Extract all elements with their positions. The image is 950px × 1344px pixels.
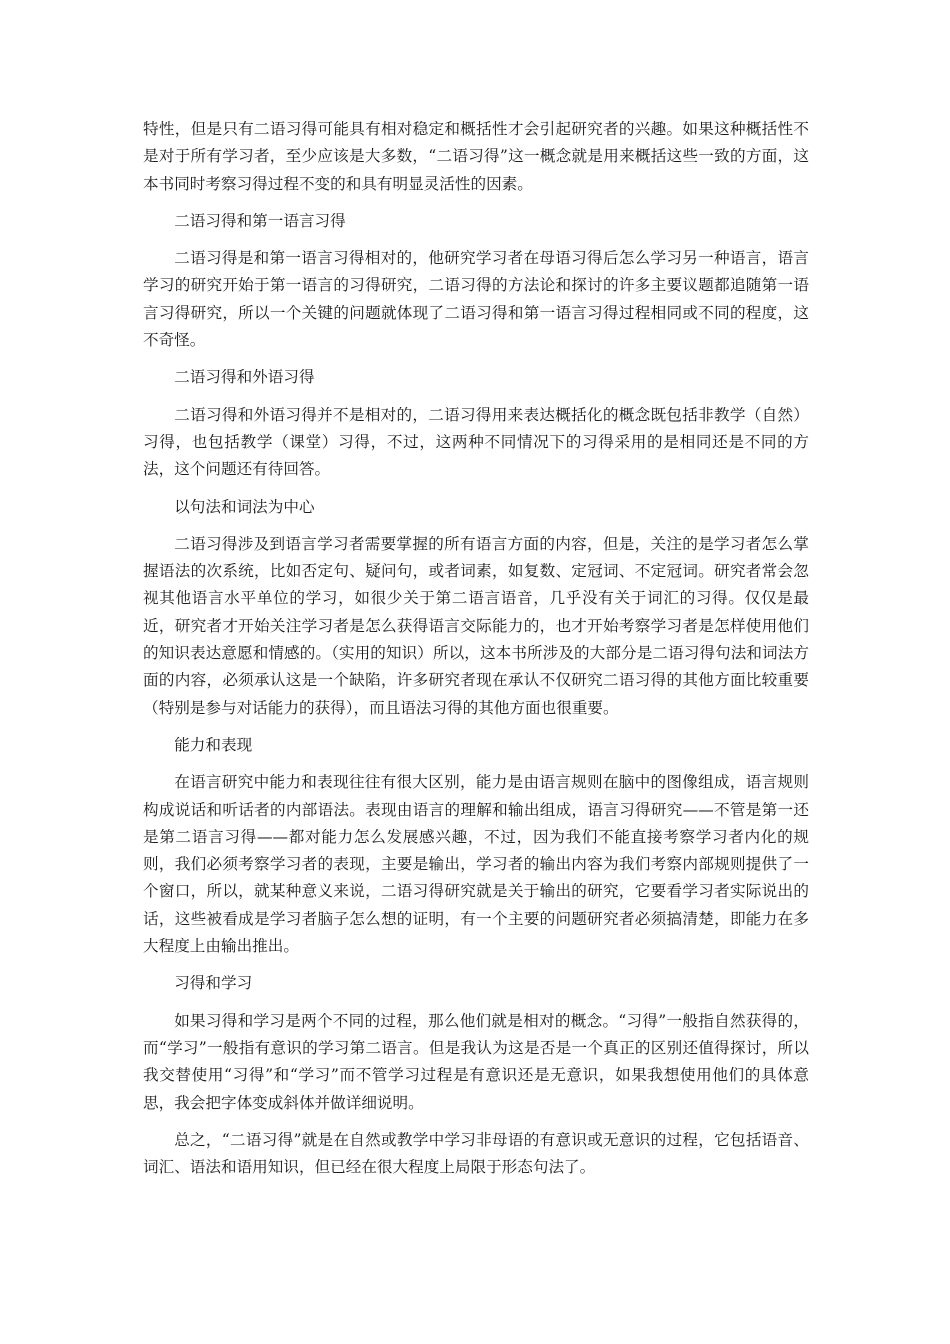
paragraph-competence-performance: 在语言研究中能力和表现往往有很大区别，能力是由语言规则在脑中的图像组成，语言规则构成说话和听话者的内部语法。表现由语言的理解和输出组成，语言习得研究——不管是第一还是第二语言习得——都对能力怎么发展感兴趣，不过，因为我们不能直接考察学习者内化的规则，我们必须考察学习者的表现，主要是输出，学习者的输出内容为我们考察内部规则提供了一个窗口，所以，就某种意义来说，二语习得研究就是关于输出的研究，它要看学习者实际说出的话，这些被看成是学习者脑子怎么想的证明，有一个主要的问题研究者必须搞清楚，即能力在多大程度上由输出推出。: [143, 773, 809, 956]
section-heading-sla-vs-foreign-language: 二语习得和外语习得: [174, 368, 315, 387]
paragraph-acquisition-learning: 如果习得和学习是两个不同的过程，那么他们就是相对的概念。“习得”一般指自然获得的，而“学习”一般指有意识的学习第二语言。但是我认为这是否是一个真正的区别还值得探讨，所以我交替使用“习得”和“学习”而不管学习过程是有意识还是无意识，如果我想使用他们的具体意思，我会把字体变成斜体并做详细说明。: [143, 1011, 809, 1112]
paragraph-syntax-morphology: 二语习得涉及到语言学习者需要掌握的所有语言方面的内容，但是，关注的是学习者怎么掌握语法的次系统，比如否定句、疑问句，或者词素，如复数、定冠词、不定冠词。研究者常会忽视其他语言水平单位的学习，如很少关于第二语言语音，几乎没有关于词汇的习得。仅仅是最近，研究者才开始关注学习者是怎么获得语言交际能力的，也才开始考察学习者是怎样使用他们的知识表达意愿和情感的。（实用的知识）所以，这本书所涉及的大部分是二语习得句法和词法方面的内容，必须承认这是一个缺陷，许多研究者现在承认不仅研究二语习得的其他方面比较重要（特别是参与对话能力的获得），而且语法习得的其他方面也很重要。: [143, 534, 809, 717]
section-heading-competence-performance: 能力和表现: [174, 735, 253, 754]
section-heading-acquisition-learning: 习得和学习: [174, 974, 253, 993]
paragraph-summary: 总之，“二语习得”就是在自然或教学中学习非母语的有意识或无意识的过程，它包括语音、词汇、语法和语用知识，但已经在很大程度上局限于形态句法了。: [143, 1130, 809, 1177]
paragraph-sla-vs-first-language: 二语习得是和第一语言习得相对的，他研究学习者在母语习得后怎么学习另一种语言，语言学习的研究开始于第一语言的习得研究，二语习得的方法论和探讨的许多主要议题都追随第一语言习得研究，所以一个关键的问题就体现了二语习得和第一语言习得过程相同或不同的程度，这不奇怪。: [143, 249, 809, 350]
section-heading-sla-vs-first-language: 二语习得和第一语言习得: [174, 211, 346, 230]
document-page: [143, 116, 809, 1191]
paragraph-sla-vs-foreign-language: 二语习得和外语习得并不是相对的，二语习得用来表达概括化的概念既包括非教学（自然）习得，也包括教学（课堂）习得，不过，这两种不同情况下的习得采用的是相同还是不同的方法，这个问题还有待回答。: [143, 405, 809, 479]
paragraph-intro-continuation: 特性，但是只有二语习得可能具有相对稳定和概括性才会引起研究者的兴趣。如果这种概括性不是对于所有学习者，至少应该是大多数，“二语习得”这一概念就是用来概括这些一致的方面，这本书同时考察习得过程不变的和具有明显灵活性的因素。: [143, 120, 809, 193]
section-heading-syntax-morphology: 以句法和词法为中心: [174, 497, 315, 516]
